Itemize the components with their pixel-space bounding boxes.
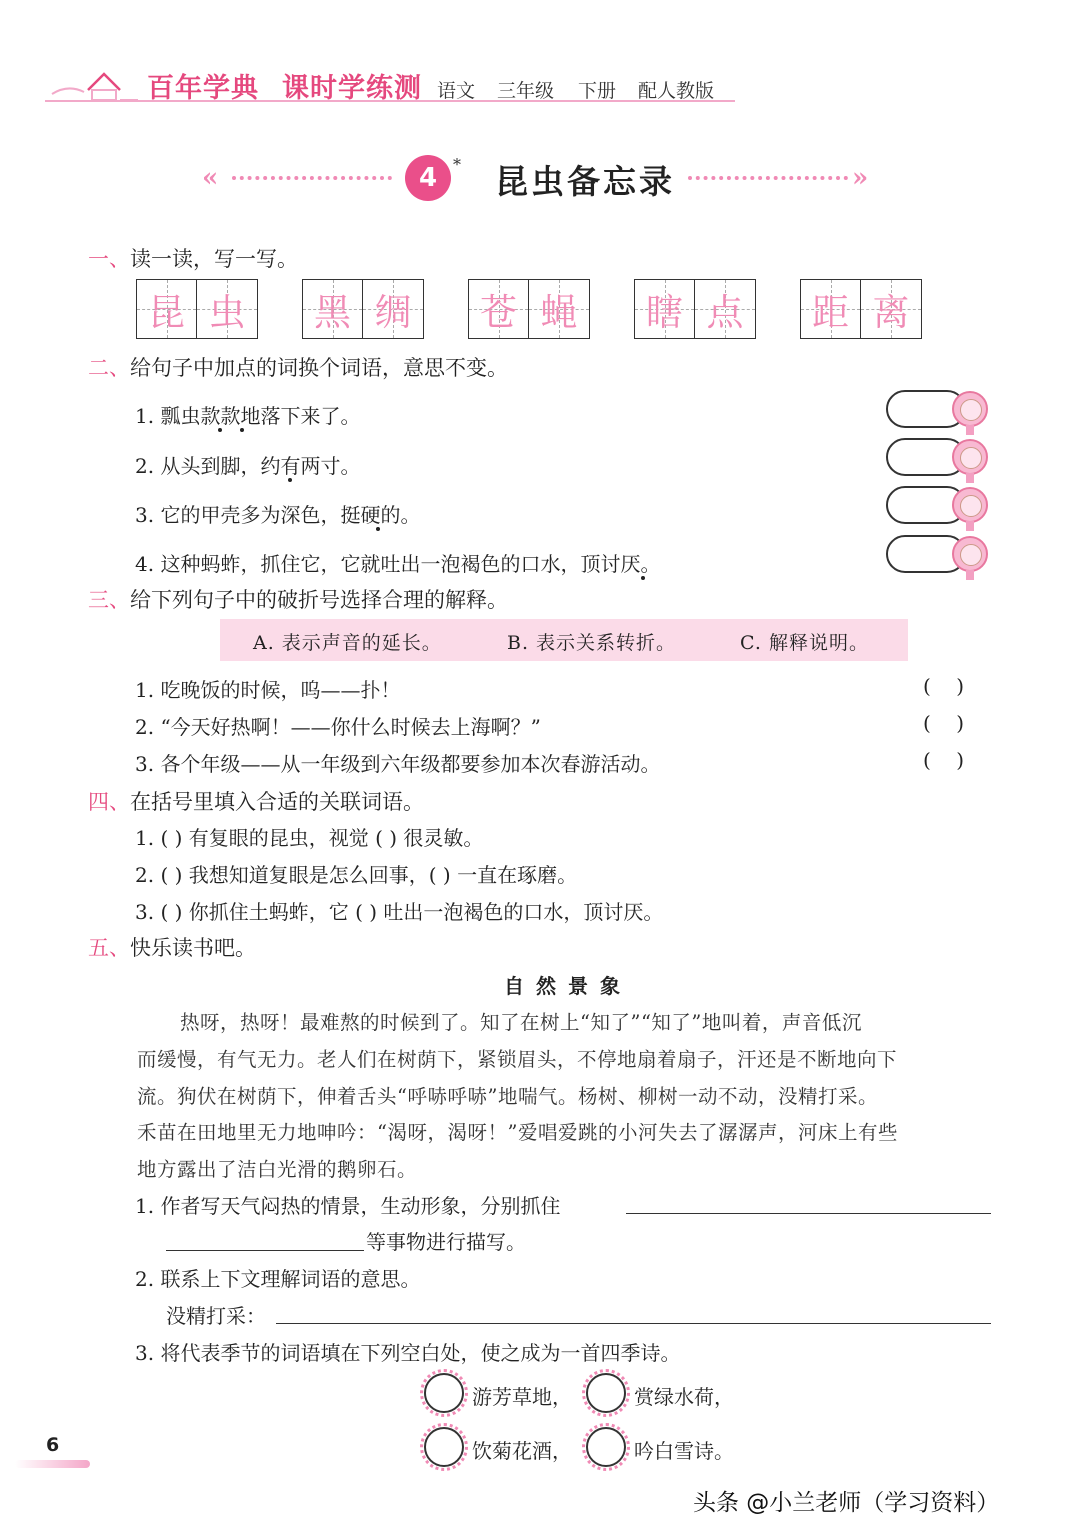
poem-line: 游芳草地，: [472, 1385, 572, 1409]
emphasis-dot: [240, 428, 244, 432]
question-item: 2. 从头到脚，约有两寸。: [135, 454, 361, 478]
series-name: 课时学练测: [282, 73, 422, 104]
emphasis-dot: [376, 527, 380, 531]
flower-face-icon: [952, 439, 988, 475]
right-chevron-icon: »: [852, 163, 869, 193]
writing-grid[interactable]: 瞎 点: [634, 279, 756, 339]
question-item: 1. 作者写天气闷热的情景，生动形象，分别抓住: [135, 1194, 561, 1218]
emphasis-dot: [218, 428, 222, 432]
answer-line[interactable]: [276, 1323, 991, 1324]
poem-line: 饮菊花酒，: [472, 1439, 572, 1463]
answer-line[interactable]: [166, 1250, 364, 1251]
watermark: 头条 @小兰老师（学习资料）: [693, 1490, 1000, 1516]
grade-label: 三年级: [497, 80, 555, 102]
flower-face-icon: [952, 487, 988, 523]
flower-face-icon: [952, 391, 988, 427]
left-chevron-icon: «: [202, 163, 219, 193]
option-b: B. 表示关系转折。: [507, 632, 677, 654]
passage-line: 地方露出了洁白光滑的鹅卵石。: [137, 1158, 418, 1181]
question-item: 3. 各个年级——从一年级到六年级都要参加本次春游活动。: [135, 752, 661, 776]
flower-stem: [966, 425, 974, 435]
volume-label: 下册: [578, 80, 617, 102]
flower-stem: [966, 521, 974, 531]
section-1-heading: 一、读一读，写一写。: [88, 247, 298, 271]
subject-label: 语文: [437, 80, 476, 102]
lesson-number: 4: [405, 155, 451, 201]
answer-line[interactable]: [626, 1213, 991, 1214]
passage-line: 而缓慢，有气无力。老人们在树荫下，紧锁眉头，不停地扇着扇子，汗还是不断地向下: [137, 1048, 898, 1071]
page-number-bar: [15, 1460, 90, 1468]
section-3-heading: 三、给下列句子中的破折号选择合理的解释。: [88, 588, 508, 612]
question-item: 1. 瓢虫款款地落下来了。: [135, 404, 361, 428]
option-a: A. 表示声音的延长。: [253, 632, 442, 654]
question-item: 2. 联系上下文理解词语的意思。: [135, 1267, 421, 1291]
question-item: 3. 它的甲壳多为深色，挺硬的。: [135, 503, 421, 527]
passage-line: 流。狗伏在树荫下，伸着舌头“呼哧呼哧”地喘气。杨树、柳树一动不动，没精打采。: [137, 1085, 878, 1108]
question-item: 3. ( ) 你抓住土蚂蚱，它 ( ) 吐出一泡褐色的口水，顶讨厌。: [135, 900, 664, 924]
option-c: C. 解释说明。: [740, 632, 869, 654]
season-blank[interactable]: [586, 1373, 626, 1413]
flower-face-icon: [952, 536, 988, 572]
writing-grid[interactable]: 昆 虫: [136, 279, 258, 339]
question-item: 2. “今天好热啊！——你什么时候去上海啊？”: [135, 715, 541, 739]
writing-grid[interactable]: 距 离: [800, 279, 922, 339]
answer-label: 没精打采：: [166, 1304, 266, 1328]
writing-grid[interactable]: 黑 绸: [302, 279, 424, 339]
writing-grid[interactable]: 苍 蝇: [468, 279, 590, 339]
emphasis-dot: [641, 576, 645, 580]
answer-paren[interactable]: ( ): [923, 711, 965, 735]
passage-line: 禾苗在田地里无力地呻吟：“渴呀，渴呀！”爱唱爱跳的小河失去了潺潺声，河床上有些: [137, 1121, 898, 1144]
passage-title: 自然景象: [504, 974, 632, 998]
section-2-heading: 二、给句子中加点的词换个词语，意思不变。: [88, 356, 508, 380]
house-logo-icon: [48, 64, 140, 104]
poem-line: 吟白雪诗。: [634, 1439, 734, 1463]
left-dotted-rule: [232, 176, 392, 180]
season-blank[interactable]: [586, 1427, 626, 1467]
page-title: 昆虫备忘录: [495, 162, 675, 201]
right-dotted-rule: [688, 176, 848, 180]
question-item: 1. ( ) 有复眼的昆虫，视觉 ( ) 很灵敏。: [135, 826, 484, 850]
answer-paren[interactable]: ( ): [923, 674, 965, 698]
section-4-heading: 四、在括号里填入合适的关联词语。: [88, 790, 424, 814]
season-blank[interactable]: [424, 1427, 464, 1467]
brand-name: 百年学典: [147, 73, 259, 104]
question-item: 1. 吃晚饭的时候，呜——扑！: [135, 678, 401, 702]
lesson-mark: *: [453, 155, 461, 174]
page-number: 6: [46, 1434, 60, 1456]
answer-paren[interactable]: ( ): [923, 748, 965, 772]
flower-stem: [966, 473, 974, 483]
passage-line: 热呀，热呀！最难熬的时候到了。知了在树上“知了”“知了”地叫着，声音低沉: [180, 1011, 862, 1034]
question-item: 等事物进行描写。: [366, 1230, 526, 1254]
season-blank[interactable]: [424, 1373, 464, 1413]
edition-label: 配人教版: [638, 80, 715, 102]
emphasis-dot: [288, 478, 292, 482]
section-5-heading: 五、快乐读书吧。: [88, 936, 256, 960]
question-item: 4. 这种蚂蚱，抓住它，它就吐出一泡褐色的口水，顶讨厌。: [135, 552, 661, 576]
flower-stem: [966, 570, 974, 580]
question-item: 3. 将代表季节的词语填在下列空白处，使之成为一首四季诗。: [135, 1341, 681, 1365]
question-item: 2. ( ) 我想知道复眼是怎么回事，( ) 一直在琢磨。: [135, 863, 578, 887]
poem-line: 赏绿水荷，: [634, 1385, 734, 1409]
